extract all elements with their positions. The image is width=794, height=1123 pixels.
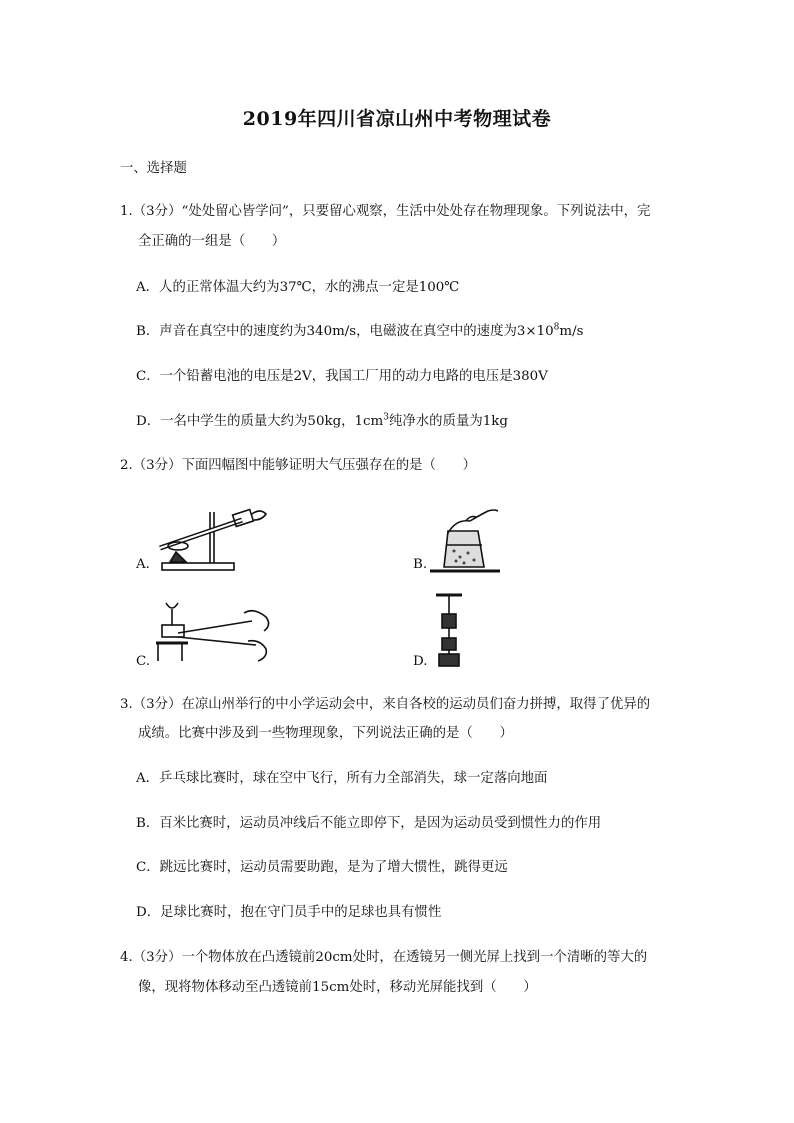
page-title: 2019年四川省凉山州中考物理试卷	[242, 108, 552, 130]
rod-clamp-figure	[152, 595, 282, 670]
q3-stem-line2: 成绩。比赛中涉及到一些物理现象，下列说法正确的是（ ）	[138, 726, 513, 741]
q2-stem: 2.（3分）下面四幅图中能够证明大气压强存在的是（ ）	[120, 458, 477, 473]
hanging-blocks-figure	[430, 592, 470, 670]
q1-option-a: A．人的正常体温大约为37℃，水的沸点一定是100℃	[136, 280, 460, 295]
q3-option-d: D．足球比赛时，抱在守门员手中的足球也具有惯性	[136, 905, 442, 920]
q2-label-b: B.	[413, 557, 428, 572]
test-tube-heating-figure	[150, 500, 270, 575]
q1-option-d-tail: 纯净水的质量为1kg	[389, 414, 508, 429]
q1-option-d-text: D．一名中学生的质量大约为50kg，1cm	[136, 414, 384, 429]
q1-option-d-exponent: 3	[383, 412, 389, 423]
q1-option-d	[136, 413, 508, 431]
q3-stem-line1: 3.（3分）在凉山州举行的中小学运动会中，来自各校的运动员们奋力拼搏，取得了优异的	[120, 697, 651, 712]
q1-option-b-text: B．声音在真空中的速度约为340m/s，电磁波在真空中的速度为3×10	[136, 324, 554, 339]
q1-option-b-unit: m/s	[559, 324, 584, 339]
q4-stem-line2: 像，现将物体移动至凸透镜前15cm处时，移动光屏能找到（ ）	[138, 980, 537, 995]
q3-option-c: C．跳远比赛时，运动员需要助跑，是为了增大惯性，跳得更远	[136, 860, 508, 875]
q2-label-c: C.	[136, 654, 151, 669]
q1-option-b-exponent: 8	[553, 322, 560, 333]
q1-stem-line2: 全正确的一组是（ ）	[138, 234, 286, 249]
section-heading: 一、选择题	[120, 161, 187, 176]
q1-option-b	[136, 323, 583, 341]
beaker-hand-figure	[428, 505, 503, 575]
q2-label-a: A.	[136, 557, 150, 572]
q1-stem-line1: 1.（3分）“处处留心皆学问”，只要留心观察，生活中处处存在物理现象。下列说法中，完	[120, 204, 651, 219]
q3-option-a: A．乒乓球比赛时，球在空中飞行，所有力全部消失，球一定落向地面	[136, 771, 548, 786]
q2-label-d: D.	[413, 654, 428, 669]
q4-stem-line1: 4.（3分）一个物体放在凸透镜前20cm处时，在透镜另一侧光屏上找到一个清晰的等大的	[120, 950, 648, 965]
q3-option-b: B．百米比赛时，运动员冲线后不能立即停下，是因为运动员受到惯性力的作用	[136, 816, 602, 831]
q1-option-c: C．一个铅蓄电池的电压是2V，我国工厂用的动力电路的电压是380V	[136, 369, 548, 384]
